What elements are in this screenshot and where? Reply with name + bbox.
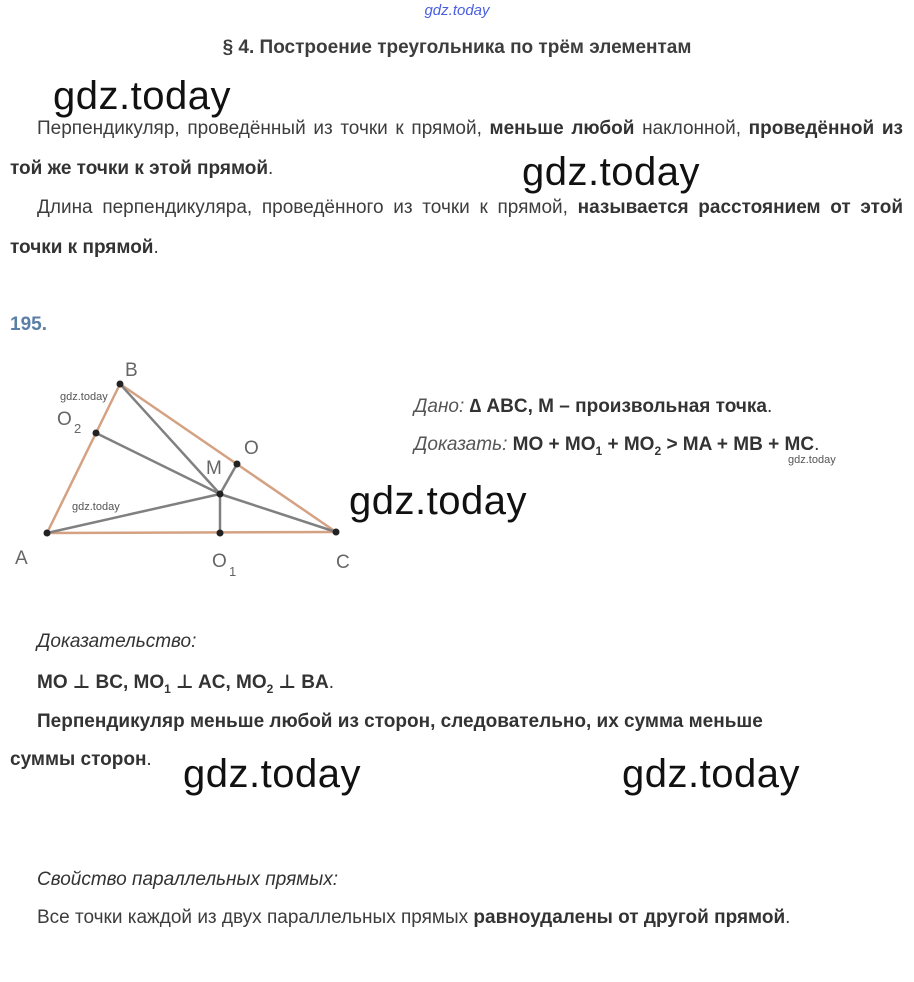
segment-ma (47, 494, 220, 533)
segment-mb (120, 384, 220, 494)
side-ac (47, 532, 336, 533)
segment-mc (220, 494, 336, 532)
property-label: Свойство параллельных прямых: (37, 869, 339, 890)
theory-text: наклонной, (642, 118, 741, 139)
given-line: Дано: ∆ ABC, M – произвольная точка. (414, 396, 773, 417)
proof-line-3: суммы сторон. (10, 749, 152, 770)
label-o: O (244, 438, 259, 459)
prove-expression: MO + $MO_1 + MO_2$ > MA + MB + MC (512, 434, 815, 458)
watermark-small: gdz.today (788, 454, 836, 466)
property-bold: прямой (714, 907, 786, 928)
label-o2: O (57, 409, 72, 430)
proof-line-2: Перпендикуляр меньше любой из сторон, следовательно, их сумма меньше (37, 711, 763, 732)
proof-label: Доказательство: (37, 631, 197, 652)
point-m (217, 491, 224, 498)
prove-label: Доказать: (414, 434, 508, 455)
point-o (234, 461, 241, 468)
watermark-small: gdz.today (60, 391, 108, 403)
label-o1: O (212, 551, 227, 572)
watermark: gdz.today (53, 74, 231, 118)
watermark-small: gdz.today (72, 501, 120, 513)
watermark: gdz.today (183, 752, 361, 796)
triangle-figure (0, 350, 380, 590)
given-text: ∆ ABC, M – произвольная точка (469, 396, 767, 417)
point-b (117, 381, 124, 388)
property-bold: равноудалены от другой (473, 907, 709, 928)
points (44, 381, 340, 537)
property-paragraph: Все точки каждой из двух параллельных прямых равноудалены от другой прямой. (37, 907, 791, 928)
theory-paragraph-2: Длина перпендикуляра, проведённого из точки к прямой, называется расстоянием от этой точки к прямой. (10, 197, 904, 258)
theory-text: Перпендикуляр, проведённый из точки к прямой, (37, 118, 482, 139)
label-c: C (336, 552, 350, 573)
watermark: gdz.today (349, 479, 527, 523)
point-a (44, 530, 51, 537)
label-o2-sub: 2 (74, 421, 82, 436)
label-o1-sub: 1 (229, 564, 237, 579)
point-o1 (217, 530, 224, 537)
proof-line-1: MO ⊥ BC, $MO_1$ ⊥ AC, $MO_2$ ⊥ BA. (37, 672, 334, 696)
prove-line: Доказать: MO + $MO_1 + MO_2$ > MA + MB + MC. (414, 434, 820, 458)
label-a: A (15, 548, 28, 569)
label-m: M (206, 458, 222, 479)
theory-paragraph-1: Перпендикуляр, проведённый из точки к прямой, меньше любой наклонной, проведённой из той же точки к этой прямой. (10, 118, 903, 179)
watermark: gdz.today (522, 150, 700, 194)
label-b: B (125, 360, 138, 381)
top-watermark: gdz.today (424, 2, 490, 19)
theory-bold: проведённой из той же точки к этой прямой (10, 118, 903, 179)
watermark: gdz.today (622, 752, 800, 796)
theory-bold: меньше любой (489, 118, 635, 139)
property-text: Все точки каждой из двух параллельных прямых (37, 907, 469, 928)
point-c (333, 529, 340, 536)
given-label: Дано: (414, 396, 465, 417)
segment-mo (220, 464, 237, 494)
task-number: 195. (10, 314, 47, 335)
theory-bold: называется расстоянием от этой точки к прямой (10, 197, 904, 258)
point-o2 (93, 430, 100, 437)
segment-mo2 (96, 433, 220, 494)
theory-text: Длина перпендикуляра, проведённого из точки к прямой, (37, 197, 568, 218)
section-title: § 4. Построение треугольника по трём элементам (222, 37, 692, 58)
